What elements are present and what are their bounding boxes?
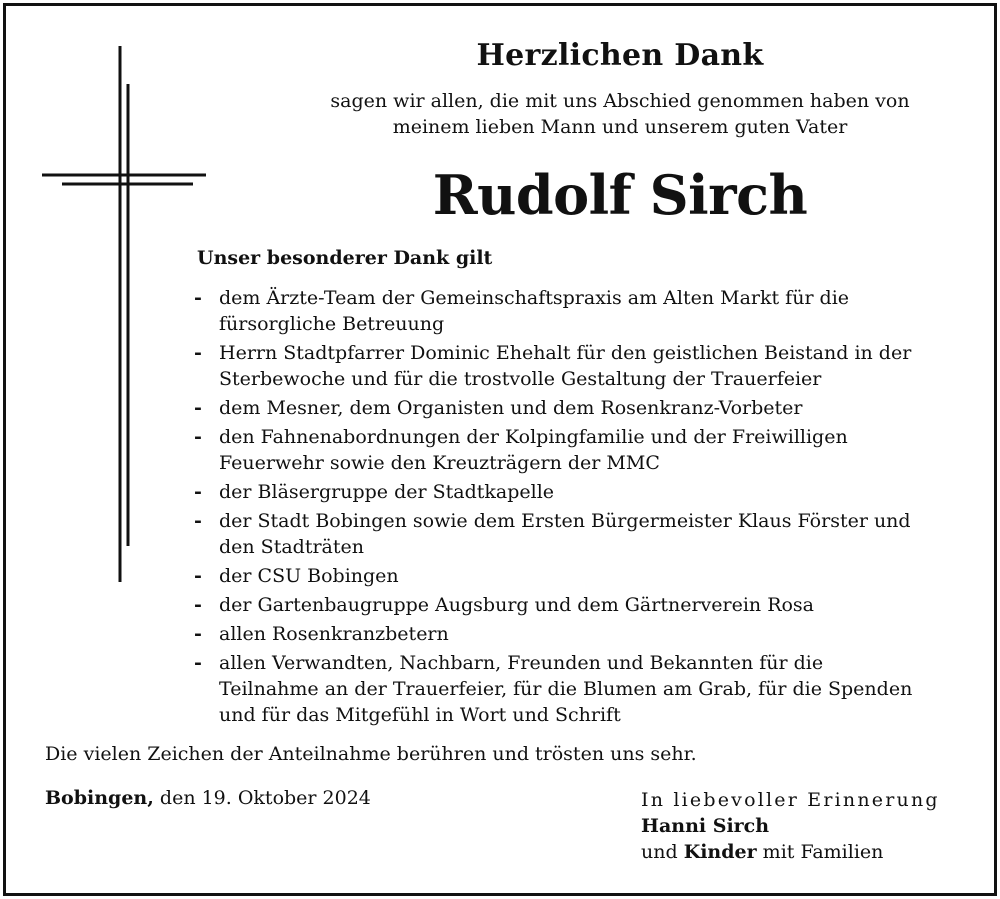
thanks-item [193, 508, 973, 560]
thanks-item-line: fürsorgliche Betreuung [219, 313, 445, 335]
thanks-item-line: allen Rosenkranzbetern [219, 623, 449, 645]
thanks-item [193, 285, 973, 337]
dash-bullet-icon: - [194, 594, 202, 616]
thanks-list [193, 285, 973, 731]
place-date [45, 787, 371, 809]
thanks-item-line: Feuerwehr sowie den Kreuzträgern der MMC [219, 452, 660, 474]
thanks-item-line: der CSU Bobingen [219, 565, 399, 587]
thanks-item-line: den Stadträten [219, 536, 364, 558]
family-line [641, 839, 940, 865]
thanks-item [193, 340, 973, 392]
dash-bullet-icon: - [194, 426, 202, 448]
family-bold: Kinder [683, 841, 757, 863]
family-suffix: mit Familien [762, 841, 884, 863]
intro-text [300, 88, 940, 140]
thanks-item [193, 592, 973, 618]
thanks-item [193, 424, 973, 476]
thanks-heading: Unser besonderer Dank gilt [197, 247, 493, 269]
date: den 19. Oktober 2024 [159, 787, 371, 809]
dash-bullet-icon: - [194, 397, 202, 419]
thanks-item-line: und für das Mitgefühl in Wort und Schrift [219, 704, 621, 726]
dash-bullet-icon: - [194, 287, 202, 309]
deceased-name: Rudolf Sirch [432, 163, 808, 227]
closing-text: Die vielen Zeichen der Anteilnahme berühren und trösten uns sehr. [45, 743, 697, 765]
thanks-item-line: Sterbewoche und für die trostvolle Gestaltung der Trauerfeier [219, 368, 822, 390]
intro-line: meinem lieben Mann und unserem guten Vater [392, 116, 848, 138]
thanks-item-line: den Fahnenabordnungen der Kolpingfamilie und der Freiwilligen [219, 426, 848, 448]
intro-line: sagen wir allen, die mit uns Abschied genommen haben von [330, 90, 910, 112]
page-title: Herzlichen Dank [476, 38, 764, 73]
dash-bullet-icon: - [194, 623, 202, 645]
dash-bullet-icon: - [194, 342, 202, 364]
thanks-item-line: Herrn Stadtpfarrer Dominic Ehehalt für den geistlichen Beistand in der [219, 342, 912, 364]
thanks-item [193, 395, 973, 421]
thanks-item [193, 479, 973, 505]
dash-bullet-icon: - [194, 652, 202, 674]
thanks-item [193, 650, 973, 728]
signer-name: Hanni Sirch [641, 815, 770, 837]
thanks-item [193, 621, 973, 647]
thanks-item-line: der Stadt Bobingen sowie dem Ersten Bürgermeister Klaus Förster und [219, 510, 911, 532]
thanks-item-line: dem Ärzte-Team der Gemeinschaftspraxis am Alten Markt für die [219, 287, 850, 309]
place: Bobingen, [45, 787, 154, 809]
signature-block [641, 787, 940, 865]
dash-bullet-icon: - [194, 481, 202, 503]
thanks-item [193, 563, 973, 589]
thanks-item-line: allen Verwandten, Nachbarn, Freunden und Bekannten für die [219, 652, 824, 674]
dash-bullet-icon: - [194, 510, 202, 532]
dash-bullet-icon: - [194, 565, 202, 587]
thanks-item-line: dem Mesner, dem Organisten und dem Rosenkranz-Vorbeter [219, 397, 803, 419]
thanks-item-line: Teilnahme an der Trauerfeier, für die Blumen am Grab, für die Spenden [219, 678, 913, 700]
family-prefix: und [641, 841, 678, 863]
thanks-item-line: der Gartenbaugruppe Augsburg und dem Gärtnerverein Rosa [219, 594, 815, 616]
memory-line: In liebevoller Erinnerung [641, 789, 940, 811]
thanks-item-line: der Bläsergruppe der Stadtkapelle [219, 481, 555, 503]
